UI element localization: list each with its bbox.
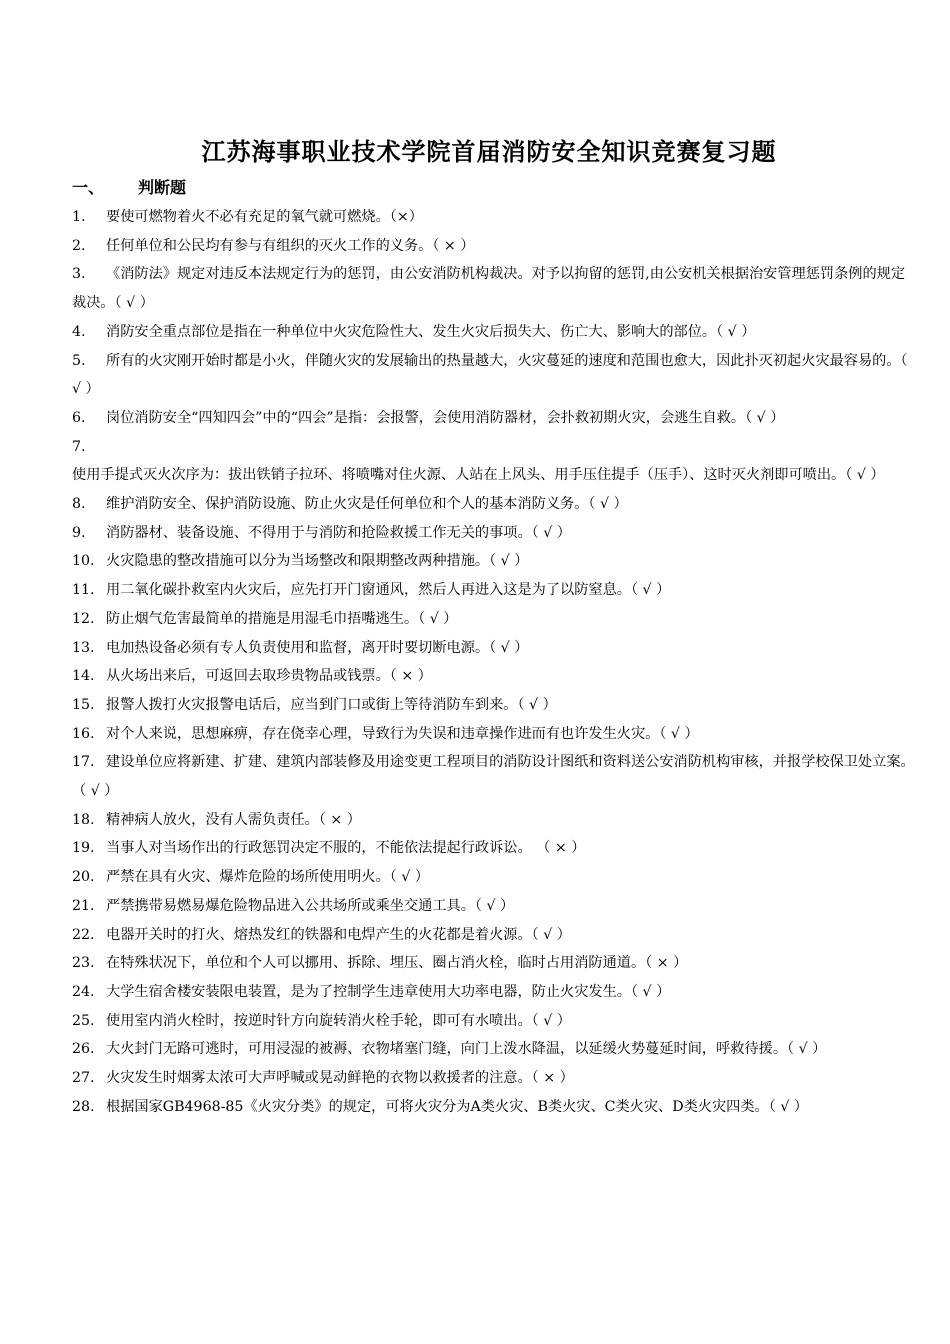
question-item <box>72 834 918 863</box>
question-number: 1. <box>72 209 86 225</box>
question-item <box>72 1007 918 1036</box>
question-number: 9. <box>72 524 86 541</box>
section-number: 一、 <box>72 178 105 197</box>
question-text: 严禁在具有火灾、爆炸危险的场所使用明火。（ √ ） <box>106 869 430 886</box>
question-item <box>72 978 918 1007</box>
question-item <box>72 605 918 634</box>
question-text: 根据国家GB4968-85《火灾分类》的规定，可将火灾分为A类火灾、B类火灾、C类火灾、D类火灾四类。（ √ ） <box>106 1098 809 1115</box>
question-number: 3. <box>72 266 86 283</box>
question-number: 23. <box>72 955 95 972</box>
question-text: 报警人拨打火灾报警电话后，应当到门口或街上等待消防车到来。（ √ ） <box>106 696 557 713</box>
question-text: 对个人来说，思想麻痹，存在侥幸心理，导致行为失误和违章操作进而有也许发生火灾。（ √ ） <box>106 725 699 742</box>
question-item <box>72 260 918 317</box>
question-number: 7. <box>72 438 86 455</box>
question-item <box>72 863 918 892</box>
question-item <box>72 203 918 232</box>
question-item <box>72 691 918 720</box>
document-title: 江苏海事职业技术学院首届消防安全知识竞赛复习题 <box>201 138 777 166</box>
question-number: 16. <box>72 725 95 742</box>
question-item <box>72 404 918 433</box>
question-text: 使用手提式灭火次序为：拔出铁销子拉环、将喷嘴对住火源、人站在上风头、用手压住提手（压手）、这时灭火剂即可喷出。（ √ ） <box>72 467 885 484</box>
question-text: 建设单位应将新建、扩建、建筑内部装修及用途变更工程项目的消防设计图纸和资料送公安消防机构审核，并报学校保卫处立案。（ √ ） <box>72 754 915 800</box>
question-text: 《消防法》规定对违反本法规定行为的惩罚，由公安消防机构裁决。对予以拘留的惩罚,由公安机关根据治安管理惩罚条例的规定裁决。（ √ ） <box>72 266 906 312</box>
question-number: 22. <box>72 926 95 943</box>
question-number: 13. <box>72 639 95 656</box>
question-item <box>72 892 918 921</box>
question-item <box>72 490 918 519</box>
question-number: 24. <box>72 983 95 1000</box>
question-item <box>72 662 918 691</box>
question-text: 所有的火灾刚开始时都是小火，伴随火灾的发展输出的热量越大，火灾蔓延的速度和范围也愈大，因此扑灭初起火灾最容易的。（ √ ） <box>72 352 908 398</box>
question-item <box>72 519 918 548</box>
question-item <box>72 318 918 347</box>
question-item <box>72 1093 918 1122</box>
question-text: 消防器材、装备设施、不得用于与消防和抢险救援工作无关的事项。（ √ ） <box>106 524 571 541</box>
question-item <box>72 720 918 749</box>
question-item <box>72 576 918 605</box>
question-item <box>72 748 918 805</box>
question-text: 消防安全重点部位是指在一种单位中火灾危险性大、发生火灾后损失大、伤亡大、影响大的部位。（ √ ） <box>106 323 756 340</box>
question-text: 用二氧化碳扑救室内火灾后，应先打开门窗通风，然后人再进入这是为了以防窒息。（ √ ） <box>106 582 671 599</box>
question-number: 28. <box>72 1098 95 1115</box>
question-number: 26. <box>72 1041 95 1058</box>
question-text: 严禁携带易燃易爆危险物品进入公共场所或乘坐交通工具。（ √ ） <box>106 897 515 914</box>
question-item <box>72 634 918 663</box>
question-item <box>72 347 918 404</box>
question-number: 6. <box>72 409 86 426</box>
question-text: 维护消防安全、保护消防设施、防止火灾是任何单位和个人的基本消防义务。（ √ ） <box>106 496 628 513</box>
question-list <box>72 203 918 1122</box>
section-title: 判断题 <box>138 178 187 197</box>
question-text: 要使可燃物着火不必有充足的氧气就可燃烧。（×） <box>106 209 423 225</box>
question-text: 大火封门无路可逃时，可用浸湿的被褥、衣物堵塞门缝，向门上泼水降温，以延缓火势蔓延时间，呼救待援。（ √ ） <box>106 1041 827 1058</box>
section-heading <box>72 176 186 200</box>
question-number: 2. <box>72 237 86 254</box>
question-text: 大学生宿舍楼安装限电装置，是为了控制学生违章使用大功率电器，防止火灾发生。（ √ ） <box>106 983 671 1000</box>
question-item <box>72 433 918 490</box>
question-number: 4. <box>72 323 86 340</box>
question-number: 21. <box>72 897 95 914</box>
question-item <box>72 232 918 261</box>
question-number: 11. <box>72 582 95 599</box>
question-number: 17. <box>72 754 95 771</box>
question-text: 火灾隐患的整改措施可以分为当场整改和限期整改两种措施。（ √ ） <box>106 553 529 570</box>
question-item <box>72 949 918 978</box>
question-text: 精神病人放火，没有人需负责任。（ × ） <box>106 811 361 828</box>
question-item <box>72 1035 918 1064</box>
question-text: 电器开关时的打火、熔热发红的铁器和电焊产生的火花都是着火源。（ √ ） <box>106 926 571 943</box>
question-number: 8. <box>72 496 86 513</box>
question-number: 25. <box>72 1012 95 1029</box>
question-number: 15. <box>72 696 95 713</box>
question-text: 防止烟气危害最简单的措施是用湿毛巾捂嘴逃生。（ √ ） <box>106 610 458 627</box>
question-text: 当事人对当场作出的行政惩罚决定不服的，不能依法提起行政诉讼。 （ × ） <box>106 840 586 857</box>
question-text: 使用室内消火栓时，按逆时针方向旋转消火栓手轮，即可有水喷出。（ √ ） <box>106 1012 571 1029</box>
question-item <box>72 921 918 950</box>
question-text: 在特殊状况下，单位和个人可以挪用、拆除、埋压、圈占消火栓，临时占用消防通道。（ × ） <box>106 955 688 972</box>
question-text: 火灾发生时烟雾太浓可大声呼喊或晃动鲜艳的衣物以救援者的注意。（ × ） <box>106 1070 574 1087</box>
question-item <box>72 806 918 835</box>
question-text: 电加热设备必须有专人负责使用和监督，离开时要切断电源。（ √ ） <box>106 639 529 656</box>
question-number: 12. <box>72 610 95 627</box>
question-number: 18. <box>72 811 95 828</box>
question-number: 5. <box>72 352 86 369</box>
question-text: 任何单位和公民均有参与有组织的灭火工作的义务。（ × ） <box>106 237 475 254</box>
question-number: 14. <box>72 668 95 685</box>
question-text: 从火场出来后，可返回去取珍贵物品或钱票。（ × ） <box>106 668 432 685</box>
question-item <box>72 1064 918 1093</box>
question-number: 20. <box>72 869 95 886</box>
question-number: 10. <box>72 553 95 570</box>
question-number: 19. <box>72 840 95 857</box>
question-number: 27. <box>72 1070 95 1087</box>
question-item <box>72 547 918 576</box>
question-text: 岗位消防安全“四知四会”中的“四会”是指：会报警，会使用消防器材，会扑救初期火灾，会逃生自救。（ √ ） <box>106 409 785 426</box>
